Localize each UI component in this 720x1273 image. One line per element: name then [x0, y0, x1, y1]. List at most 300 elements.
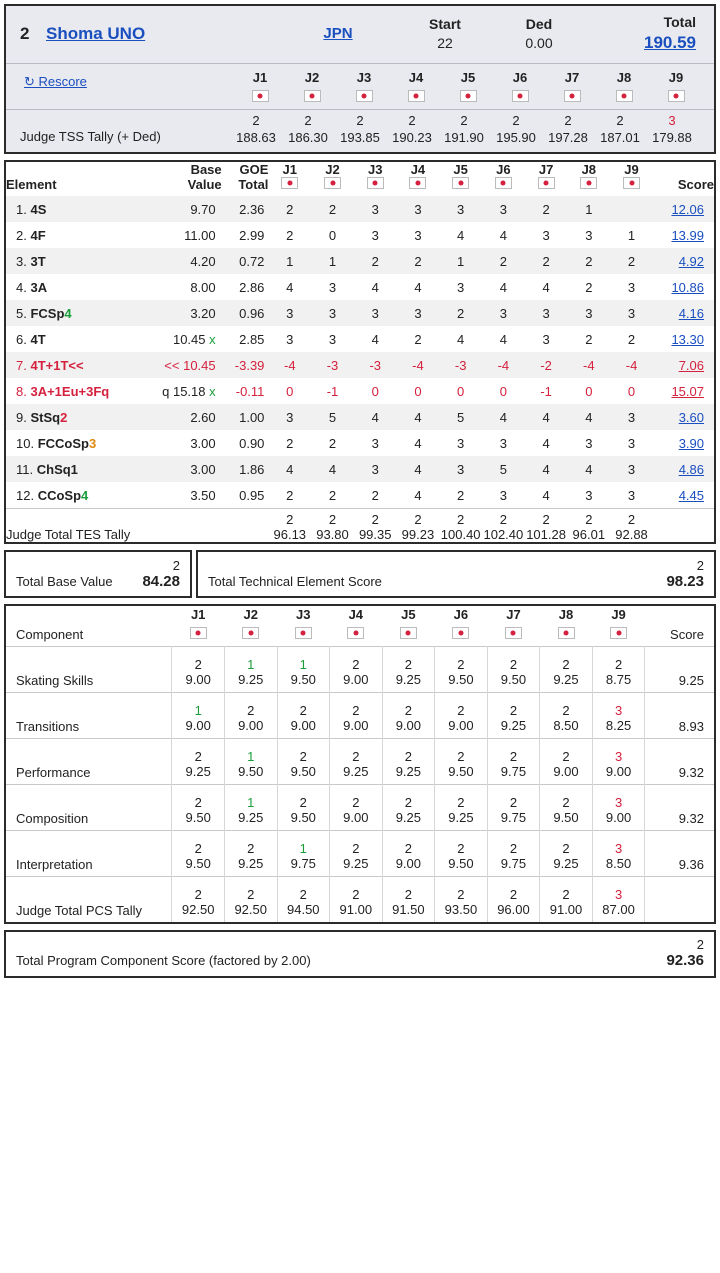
judge-goe: 3	[414, 227, 422, 243]
tes-tally-j6	[482, 509, 525, 543]
element-score[interactable]	[653, 248, 714, 274]
count: 2	[457, 841, 465, 856]
count: 2	[194, 795, 202, 810]
value: 96.01	[572, 527, 606, 542]
judge-label: J7	[506, 607, 521, 622]
judge-label: J8	[558, 607, 574, 622]
col-j9	[610, 162, 653, 196]
component-row	[6, 647, 714, 693]
rescore-link[interactable]: ↻ Rescore	[24, 74, 87, 89]
judge-goe: 0	[371, 383, 379, 399]
judge-total-pcs-row	[6, 877, 714, 923]
score: 179.88	[652, 130, 692, 145]
value: 9.50	[448, 856, 474, 871]
element-score[interactable]	[653, 404, 714, 430]
bonus-x-marker: x	[209, 383, 216, 399]
element-score-link[interactable]: 3.60	[678, 409, 704, 425]
value: 102.40	[483, 527, 524, 542]
judge-goe: 0	[286, 383, 294, 399]
judge-goe: 2	[457, 487, 465, 503]
judge-goe: 4	[457, 227, 465, 243]
tss-tally-j9	[646, 113, 698, 145]
value: 9.25	[395, 672, 422, 687]
value: 9.25	[238, 672, 264, 687]
judge-goe: 3	[627, 435, 636, 451]
value: 100.40	[440, 527, 481, 542]
element-score-link[interactable]: 4.92	[678, 253, 704, 269]
judge-goe: 2	[286, 435, 294, 451]
element-score-link[interactable]: 10.86	[671, 279, 704, 295]
judge-goe: 3	[371, 227, 379, 243]
count: 2	[509, 703, 518, 718]
score: 190.23	[392, 130, 432, 145]
count: 2	[562, 749, 570, 764]
judge-goe: 2	[328, 201, 337, 217]
value: 9.00	[553, 764, 579, 779]
value: 9.50	[553, 810, 579, 825]
value: 91.50	[392, 902, 425, 917]
count: 2	[194, 841, 202, 856]
flag-icon	[400, 627, 417, 639]
component-judge	[540, 785, 593, 831]
component-judge	[540, 647, 593, 693]
value: 9.25	[395, 810, 422, 825]
element-score-link[interactable]: 13.99	[671, 227, 704, 243]
judge-goe: 3	[457, 279, 465, 295]
judge-goe: 4	[585, 409, 593, 425]
component-score: 9.25	[645, 647, 714, 693]
element-score[interactable]	[653, 196, 714, 222]
count: 1	[247, 657, 255, 672]
judge-label: J7	[564, 70, 580, 85]
start-label: Start	[429, 16, 461, 32]
count: 2	[371, 512, 379, 527]
components-table	[6, 606, 714, 922]
tes-tally-j3	[354, 509, 397, 543]
count: 2	[512, 113, 520, 128]
count: 2	[414, 512, 422, 527]
component-row	[6, 785, 714, 831]
count: 2	[457, 749, 465, 764]
col-j2	[224, 606, 277, 647]
value: 96.00	[497, 902, 530, 917]
count: 2	[194, 657, 202, 672]
element-score-link[interactable]: 4.86	[678, 461, 704, 477]
value: 9.50	[290, 764, 316, 779]
element-score[interactable]	[653, 352, 714, 378]
value: 91.00	[339, 902, 373, 917]
component-row	[6, 739, 714, 785]
judge-goe: -1	[540, 383, 552, 399]
flag-icon	[252, 90, 269, 102]
col-goe-label: GOE	[239, 162, 269, 177]
tss-tally-j7	[542, 113, 594, 145]
judge-goe: 4	[457, 331, 465, 347]
component-judge	[435, 831, 488, 877]
value: 9.00	[605, 764, 632, 779]
judge-goe: 4	[585, 461, 593, 477]
judge-col-j5	[442, 70, 494, 105]
component-judge	[435, 693, 488, 739]
count: 2	[509, 887, 518, 902]
element-number: 2.	[16, 227, 27, 243]
score: 193.85	[340, 130, 380, 145]
judge-goe: 3	[627, 279, 636, 295]
element-score[interactable]	[653, 222, 714, 248]
count: 3	[614, 887, 623, 902]
judge-goe: 1	[328, 253, 337, 269]
judge-col-j4	[390, 70, 442, 105]
judge-goe: 0	[585, 383, 593, 399]
col-score-label: Score	[677, 177, 714, 192]
goe-total: 2.36	[239, 201, 265, 217]
value: 9.25	[343, 856, 369, 871]
flag-icon	[580, 177, 597, 189]
col-j3	[277, 606, 330, 647]
pcs-tally-j2	[224, 877, 277, 923]
count: 2	[352, 841, 360, 856]
component-judge	[172, 739, 225, 785]
element-score[interactable]	[653, 482, 714, 509]
judge-goe: 2	[286, 201, 294, 217]
element-call: <<	[164, 357, 180, 373]
pcs-tally-j1	[172, 877, 225, 923]
element-score-link[interactable]: 13.30	[671, 331, 704, 347]
judge-goe: 4	[542, 409, 550, 425]
element-code: 3A	[30, 279, 48, 295]
base-value: 11.00	[184, 227, 216, 243]
value: 8.75	[605, 672, 632, 687]
element-score[interactable]	[653, 274, 714, 300]
flag-icon	[304, 90, 321, 102]
component-score: 9.32	[645, 739, 714, 785]
judge-goe: 0	[457, 383, 465, 399]
component-judge	[224, 739, 277, 785]
judge-goe: 4	[542, 487, 550, 503]
judge-goe: 4	[371, 279, 379, 295]
tes-tally-j8	[567, 509, 610, 543]
component-judge	[172, 831, 225, 877]
judge-goe: 3	[371, 201, 379, 217]
judge-goe: 3	[585, 227, 593, 243]
judge-col-j7	[546, 70, 598, 105]
judge-goe	[610, 196, 653, 222]
component-judge	[540, 693, 593, 739]
components-header-row	[6, 606, 714, 647]
col-component: Component	[16, 627, 84, 642]
element-score-link[interactable]: 12.06	[671, 201, 704, 217]
value: 9.75	[500, 764, 527, 779]
score: 197.28	[548, 130, 588, 145]
judge-goe: 1	[457, 253, 465, 269]
judge-goe: 0	[414, 383, 422, 399]
tss-tally-j3	[334, 113, 386, 145]
base-value	[159, 352, 222, 378]
judge-goe: 3	[286, 331, 294, 347]
component-judge	[277, 739, 330, 785]
col-j6	[435, 606, 488, 647]
ded-column	[492, 16, 586, 51]
flag-icon	[538, 177, 555, 189]
start-column	[398, 16, 492, 51]
component-judge	[592, 831, 645, 877]
count: 2	[247, 841, 255, 856]
element-name	[6, 248, 159, 274]
tss-tally-j5	[438, 113, 490, 145]
judge-goe: 3	[627, 409, 636, 425]
count: 2	[562, 703, 570, 718]
count: 2	[585, 512, 593, 527]
value: 9.75	[290, 856, 316, 871]
judge-goe: -4	[625, 357, 638, 373]
value: 93.80	[316, 527, 349, 542]
element-score-link[interactable]: 7.06	[678, 357, 704, 373]
col-j6	[482, 162, 525, 196]
col-element-label: Element	[6, 177, 57, 192]
judge-goe: 4	[499, 409, 507, 425]
base-value	[159, 378, 222, 404]
judge-goe: 4	[542, 435, 550, 451]
judge-label: J3	[367, 162, 383, 177]
tes-count: 2	[696, 558, 704, 573]
element-score[interactable]	[653, 378, 714, 404]
goe-total: 1.86	[239, 461, 265, 477]
base-value: 8.00	[190, 279, 216, 295]
elements-thead	[6, 162, 714, 196]
element-score-link[interactable]: 4.45	[678, 487, 704, 503]
component-judge	[330, 693, 383, 739]
col-j7	[525, 162, 568, 196]
component-judge	[592, 693, 645, 739]
element-level: 2	[60, 409, 68, 425]
element-score-link[interactable]: 4.16	[678, 305, 704, 321]
flag-icon	[347, 627, 364, 639]
judge-col-j1	[234, 70, 286, 105]
component-name: Performance	[16, 765, 91, 780]
judge-label: J2	[325, 162, 340, 177]
element-score-link[interactable]: 3.90	[678, 435, 704, 451]
pcs-tally-label: Judge Total PCS Tally	[6, 877, 172, 923]
table-row	[6, 352, 714, 378]
element-name	[6, 378, 159, 404]
component-judge	[224, 693, 277, 739]
flag-icon	[623, 177, 640, 189]
flag-icon	[512, 90, 529, 102]
score: 188.63	[236, 130, 276, 145]
judge-goe: 2	[585, 253, 593, 269]
value: 9.50	[290, 810, 316, 825]
elements-header-row	[6, 162, 714, 196]
judge-goe: 4	[499, 279, 507, 295]
count: 1	[247, 795, 255, 810]
judge-goe: 2	[328, 435, 337, 451]
count: 1	[194, 703, 202, 718]
base-count: 2	[172, 558, 180, 573]
element-call: q	[162, 383, 170, 399]
base-value	[159, 326, 222, 352]
table-row	[6, 404, 714, 430]
value: 96.13	[273, 527, 307, 542]
value: 9.75	[500, 810, 527, 825]
elements-table	[6, 162, 714, 542]
element-score[interactable]	[653, 326, 714, 352]
value: 8.50	[553, 718, 579, 733]
count: 2	[562, 657, 570, 672]
value: 9.50	[185, 810, 211, 825]
flag-icon	[558, 627, 575, 639]
value: 92.50	[234, 902, 267, 917]
tes-tally-j9	[610, 509, 653, 543]
count: 2	[562, 841, 570, 856]
pcs-tally-j8	[540, 877, 593, 923]
component-row	[6, 693, 714, 739]
judge-goe: 4	[414, 409, 422, 425]
judge-goe: 4	[371, 409, 379, 425]
value: 9.00	[185, 718, 211, 733]
judge-goe: 3	[627, 487, 636, 503]
col-j1	[268, 162, 311, 196]
judge-label: J1	[252, 70, 268, 85]
count: 2	[457, 512, 465, 527]
base-value: 4.20	[190, 253, 216, 269]
skater-name-link[interactable]: Shoma UNO	[46, 23, 146, 43]
element-level: 3	[88, 435, 97, 451]
element-name	[6, 300, 159, 326]
count: 2	[356, 113, 364, 128]
count: 2	[509, 841, 518, 856]
judge-goe: -4	[412, 357, 424, 373]
count: 3	[614, 795, 623, 810]
judge-label: J4	[408, 70, 424, 85]
value: 9.50	[290, 672, 316, 687]
goe-total: 0.90	[239, 435, 265, 451]
value: 99.35	[358, 527, 392, 542]
element-score[interactable]	[653, 430, 714, 456]
base-value-number: 10.45	[183, 357, 216, 373]
count: 3	[668, 113, 676, 128]
count: 2	[299, 703, 307, 718]
element-number: 9.	[16, 409, 27, 425]
count: 2	[304, 113, 312, 128]
judge-goe: 2	[627, 331, 636, 347]
value: 8.25	[605, 718, 632, 733]
col-score	[653, 162, 714, 196]
judge-goe: 4	[371, 331, 379, 347]
judge-goe: 3	[371, 305, 379, 321]
component-name: Composition	[16, 811, 89, 826]
component-judge	[382, 647, 435, 693]
judge-goe: 5	[457, 409, 465, 425]
judge-goe: 2	[286, 227, 294, 243]
skater-header-panel	[4, 4, 716, 154]
total-pcs-value: 92.36	[666, 952, 704, 969]
judge-goe: 4	[414, 461, 422, 477]
judge-goe: 3	[542, 305, 550, 321]
element-score-link[interactable]: 15.07	[671, 383, 704, 399]
bonus-x-marker: x	[209, 331, 216, 347]
judge-col-j2	[286, 70, 338, 105]
judge-goe: 1	[627, 227, 636, 243]
judge-label: J2	[304, 70, 320, 85]
value: 9.00	[185, 672, 211, 687]
count: 1	[299, 657, 307, 672]
ded-label: Ded	[525, 16, 553, 32]
value: 92.50	[181, 902, 215, 917]
count: 2	[404, 795, 412, 810]
value: 9.25	[553, 856, 579, 871]
tes-tally-j1	[268, 509, 311, 543]
judge-goe: 1	[585, 201, 593, 217]
judge-label: J3	[296, 607, 311, 622]
base-value: 3.00	[190, 461, 216, 477]
flag-icon	[495, 177, 512, 189]
component-row	[6, 831, 714, 877]
judge-goe: 2	[627, 253, 636, 269]
table-row	[6, 456, 714, 482]
col-j5	[439, 162, 482, 196]
total-pcs-label: Total Program Component Score (factored by 2.00)	[16, 953, 311, 968]
element-code: CCoSp	[37, 487, 82, 503]
tss-tally-j4	[386, 113, 438, 145]
score: 191.90	[444, 130, 484, 145]
table-row	[6, 430, 714, 456]
judge-goe: 3	[414, 305, 422, 321]
judge-label: J4	[410, 162, 426, 177]
table-row	[6, 222, 714, 248]
judge-goe: 4	[542, 279, 550, 295]
total-tes-label: Total Technical Element Score	[208, 574, 382, 589]
judge-goe: 3	[286, 305, 294, 321]
value: 92.88	[615, 527, 648, 542]
value: 9.25	[500, 718, 527, 733]
judge-goe: 3	[499, 435, 507, 451]
component-name: Transitions	[16, 719, 80, 734]
pcs-tally-spacer	[645, 877, 714, 923]
count: 3	[614, 749, 623, 764]
flag-icon	[281, 177, 298, 189]
count: 2	[408, 113, 416, 128]
value: 9.50	[448, 764, 474, 779]
nation-link[interactable]: JPN	[323, 25, 353, 42]
judge-goe: 3	[542, 331, 550, 347]
count: 2	[564, 113, 572, 128]
protocol-page	[0, 4, 720, 978]
judge-goe: 3	[328, 279, 337, 295]
element-score[interactable]	[653, 456, 714, 482]
judge-goe: 3	[499, 201, 507, 217]
component-judge	[172, 693, 225, 739]
judge-goe: 3	[457, 201, 465, 217]
judge-label: J8	[616, 70, 632, 85]
component-judge	[487, 785, 540, 831]
totals-row	[4, 550, 716, 598]
total-pcs-box	[4, 930, 716, 978]
elements-panel	[4, 160, 716, 544]
score: 195.90	[496, 130, 536, 145]
flag-icon	[452, 177, 469, 189]
col-j9	[592, 606, 645, 647]
tss-tally-j1	[230, 113, 282, 145]
count: 2	[352, 795, 360, 810]
judge-goe: 2	[286, 487, 294, 503]
rank: 2	[20, 23, 30, 43]
pcs-line	[16, 952, 704, 969]
total-score-link[interactable]: 190.59	[644, 33, 696, 52]
element-score[interactable]	[653, 300, 714, 326]
pcs-tally-j9	[592, 877, 645, 923]
element-code: 4T	[30, 331, 46, 347]
element-number: 7.	[16, 357, 27, 373]
